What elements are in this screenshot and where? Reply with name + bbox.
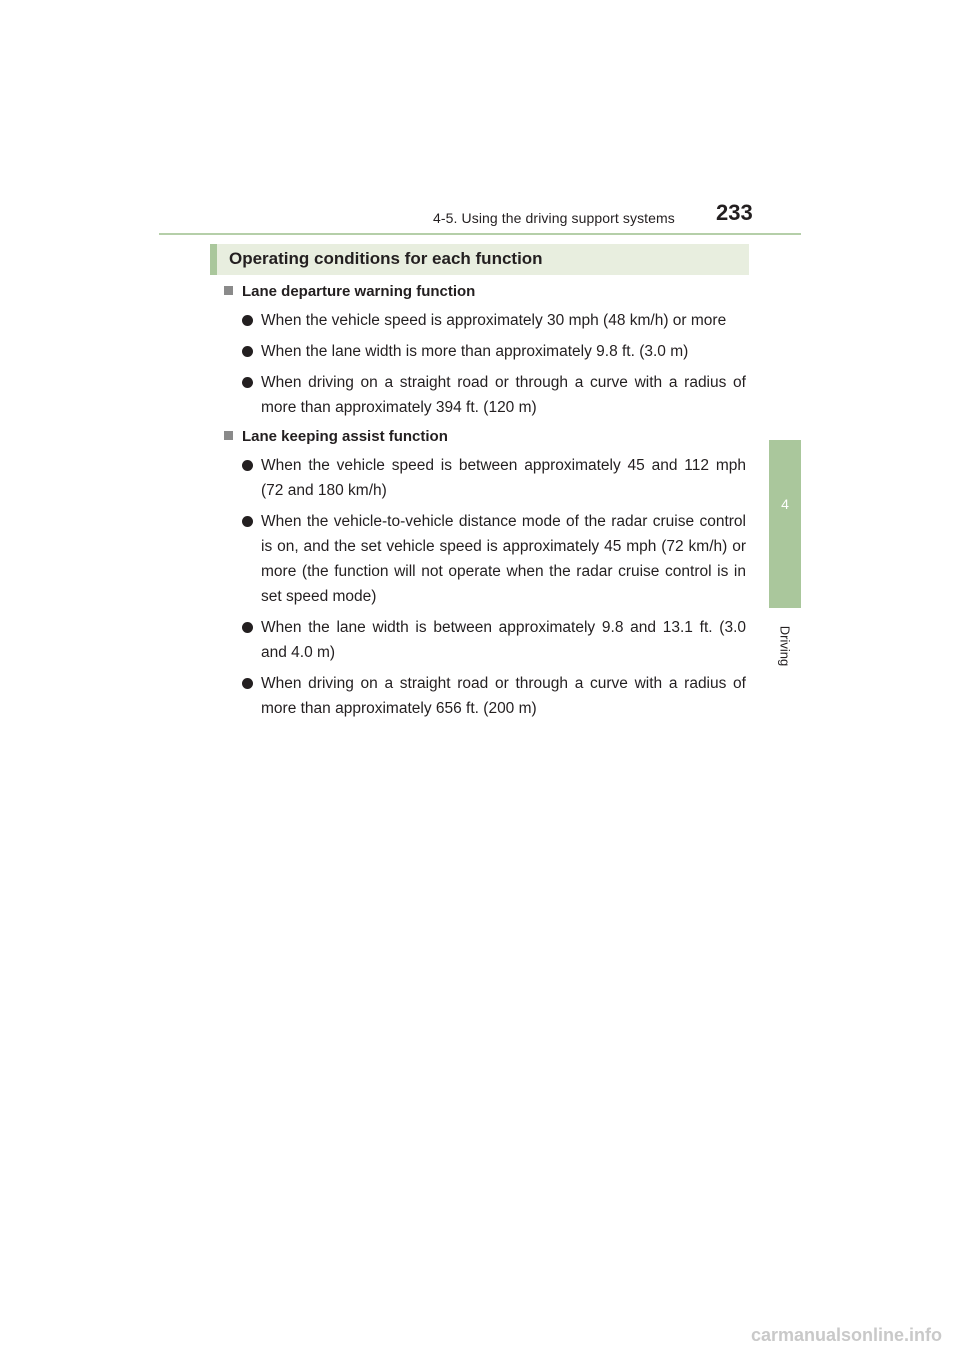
- chapter-tab-number: 4: [781, 496, 789, 512]
- header-section-title: 4-5. Using the driving support systems: [433, 210, 675, 226]
- page-number: 233: [716, 200, 753, 225]
- content-body: [224, 283, 746, 721]
- square-bullet-icon: [224, 286, 233, 295]
- chapter-tab-label: [770, 616, 800, 676]
- chapter-tab: [769, 440, 801, 608]
- header-divider: [159, 233, 801, 235]
- list-item: [242, 453, 746, 503]
- group-heading-text: Lane keeping assist function: [242, 428, 448, 445]
- list-item-text: When driving on a straight road or through a curve with a radius of more than approximately 656 ft. (200 m): [261, 675, 746, 717]
- bullet-dot-icon: [242, 377, 253, 388]
- bullet-dot-icon: [242, 460, 253, 471]
- list-item-text: When the lane width is more than approximately 9.8 ft. (3.0 m): [261, 343, 689, 360]
- list-item-text: When driving on a straight road or through a curve with a radius of more than approximately 394 ft. (120 m): [261, 374, 746, 416]
- group-heading-lane-keeping: [224, 428, 746, 445]
- list-item: [242, 671, 746, 721]
- bullet-dot-icon: [242, 678, 253, 689]
- list-item: [242, 339, 746, 364]
- section-header-box: [210, 244, 749, 275]
- list-item-text: When the lane width is between approximately 9.8 and 13.1 ft. (3.0 and 4.0 m): [261, 619, 746, 661]
- list-item: [242, 370, 746, 420]
- list-item: [242, 615, 746, 665]
- bullet-dot-icon: [242, 346, 253, 357]
- section-title: Operating conditions for each function: [229, 249, 543, 268]
- bullet-dot-icon: [242, 622, 253, 633]
- group-heading-text: Lane departure warning function: [242, 283, 476, 300]
- list-item-text: When the vehicle speed is approximately 30 mph (48 km/h) or more: [261, 312, 727, 329]
- list-item: [242, 308, 746, 333]
- chapter-tab-label-text: Driving: [777, 625, 793, 667]
- bullet-dot-icon: [242, 315, 253, 326]
- square-bullet-icon: [224, 431, 233, 440]
- list-item-text: When the vehicle-to-vehicle distance mode of the radar cruise control is on, and the set vehicle speed is approximately 45 mph (72 km/h) or more (the function will not operate when the radar cruise control is in set speed mode): [261, 513, 746, 605]
- watermark-text: carmanualsonline.info: [750, 1325, 942, 1345]
- list-item: [242, 509, 746, 609]
- group-heading-lane-departure: [224, 283, 746, 300]
- bullet-dot-icon: [242, 516, 253, 527]
- list-item-text: When the vehicle speed is between approximately 45 and 112 mph (72 and 180 km/h): [261, 457, 746, 499]
